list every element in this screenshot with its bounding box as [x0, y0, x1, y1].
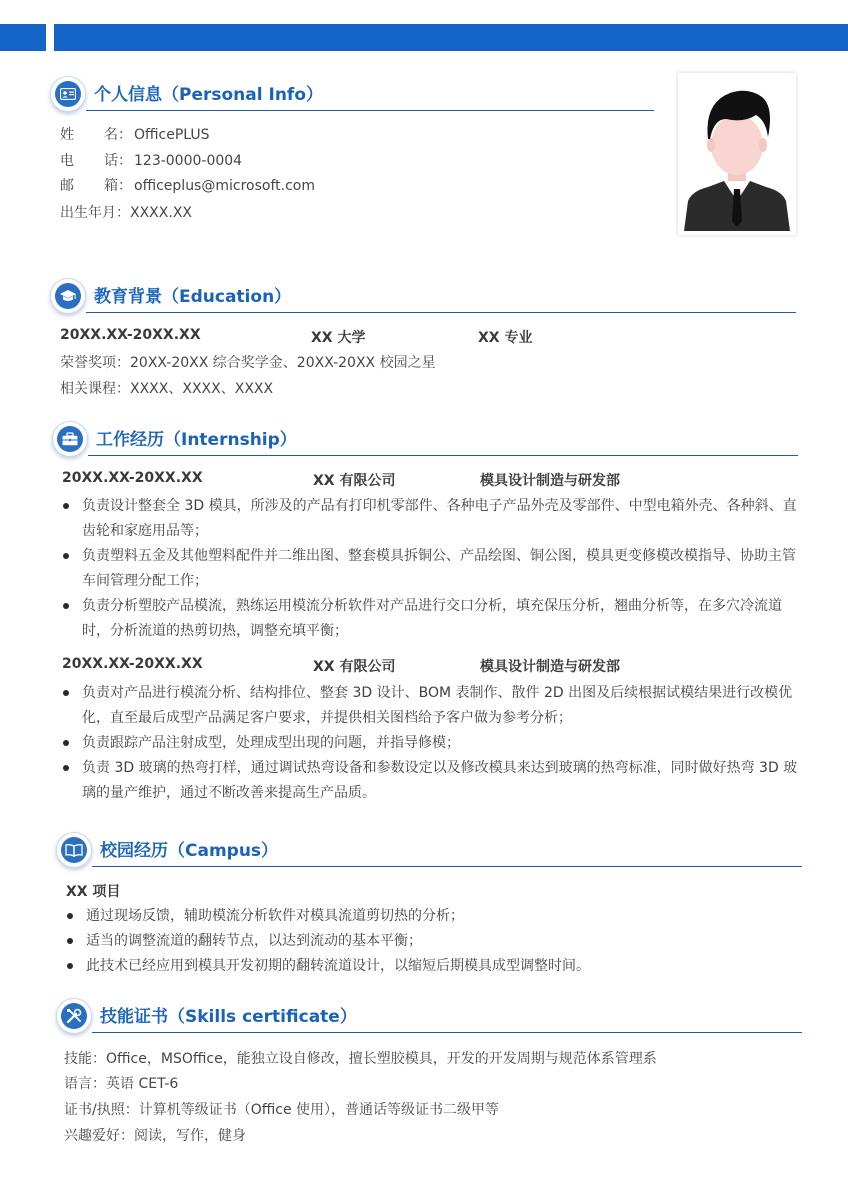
- name-value: OfficePLUS: [134, 127, 210, 143]
- phone-value: 123-0000-0004: [134, 153, 243, 169]
- section-header-skills: [56, 998, 802, 1038]
- skills-line: 技能：Office，MSOffice，能独立设自修改，擅长塑胶模具，开发的开发周期与规范体系管理系: [64, 1051, 657, 1067]
- list-item: 负责分析塑胶产品模流，熟练运用模流分析软件对产品进行交口分析，填充保压分析，翘曲分析等，在多穴冷流道时，分析流道的热剪切热，调整充填平衡；: [60, 594, 800, 644]
- email-label-b: 箱：: [104, 178, 132, 194]
- education-major: XX 专业: [478, 330, 533, 346]
- job-department: 模具设计制造与研发部: [480, 659, 620, 675]
- graduation-cap-icon: [50, 278, 86, 314]
- section-divider: [92, 1032, 802, 1033]
- section-header-education: [50, 278, 796, 318]
- courses-label: 相关课程：: [60, 381, 130, 397]
- courses-value: XXXX、XXXX、XXXX: [130, 381, 274, 397]
- section-header-internship: [52, 421, 798, 461]
- job-department: 模具设计制造与研发部: [480, 473, 620, 489]
- top-bar-accent-right: [54, 24, 848, 51]
- education-school: XX 大学: [311, 330, 366, 346]
- section-header-campus: [56, 832, 802, 872]
- name-label-b: 名：: [104, 127, 132, 143]
- courses-row: [60, 378, 273, 398]
- section-divider: [86, 312, 796, 313]
- profile-photo: [678, 73, 796, 235]
- birth-value: XXXX.XX: [130, 205, 192, 221]
- section-title: 技能证书（Skills certificate）: [100, 1007, 357, 1027]
- email-row: [60, 175, 315, 195]
- list-item: 负责对产品进行模流分析、结构排位、整套 3D 设计、BOM 表制作、散件 2D 出图及后续根据试模结果进行改模优化，直至最后成型产品满足客户要求，并提供相关图档给予客户做为参考分析；: [60, 681, 800, 731]
- list-item: 负责设计整套全 3D 模具，所涉及的产品有打印机零部件、各种电子产品外壳及零部件、中型电箱外壳、各种斜、直齿轮和家庭用品等；: [60, 494, 800, 544]
- section-title: 校园经历（Campus）: [100, 841, 279, 861]
- briefcase-icon: [52, 421, 88, 457]
- job-period: 20XX.XX-20XX.XX: [62, 656, 203, 672]
- section-divider: [86, 110, 654, 111]
- list-item: 负责 3D 玻璃的热弯打样，通过调试热弯设备和参数设定以及修改模具来达到玻璃的热弯标准，同时做好热弯 3D 玻璃的量产维护，通过不断改善来提高生产品质。: [60, 756, 800, 806]
- list-item: 负责塑料五金及其他塑料配件并二维出图、整套模具拆铜公、产品绘图、铜公图，模具更变修模改模指导、协助主管车间管理分配工作；: [60, 544, 800, 594]
- birth-label: 出生年月：: [60, 205, 130, 221]
- honors-label: 荣誉奖项：: [60, 355, 130, 371]
- birth-row: [60, 202, 192, 222]
- list-item: 此技术已经应用到模具开发初期的翻转流道设计，以缩短后期模具成型调整时间。: [64, 954, 800, 979]
- name-label-a: 姓: [60, 127, 74, 143]
- email-value[interactable]: officeplus@microsoft.com: [134, 178, 315, 194]
- tools-icon: [56, 998, 92, 1034]
- id-card-icon: [50, 76, 86, 112]
- section-divider: [92, 866, 802, 867]
- section-title: 个人信息（Personal Info）: [94, 85, 323, 105]
- phone-label-a: 电: [60, 153, 74, 169]
- avatar-illustration: [678, 73, 796, 235]
- honors-row: [60, 352, 436, 372]
- job-duties-list: [60, 494, 800, 644]
- section-title: 教育背景（Education）: [94, 287, 292, 307]
- campus-items-list: [64, 904, 800, 979]
- job-company: XX 有限公司: [313, 659, 396, 675]
- language-line: 语言：英语 CET-6: [64, 1076, 179, 1092]
- list-item: 负责跟踪产品注射成型，处理成型出现的问题，并指导修模；: [60, 731, 800, 756]
- list-item: 通过现场反馈，辅助模流分析软件对模具流道剪切热的分析；: [64, 904, 800, 929]
- section-divider: [88, 455, 798, 456]
- book-icon: [56, 832, 92, 868]
- job-period: 20XX.XX-20XX.XX: [62, 470, 203, 486]
- education-period: 20XX.XX-20XX.XX: [60, 327, 201, 343]
- list-item: 适当的调整流道的翻转节点，以达到流动的基本平衡；: [64, 929, 800, 954]
- hobbies-line: 兴趣爱好：阅读，写作，健身: [64, 1128, 246, 1144]
- section-header-personal-info: [50, 76, 654, 116]
- top-bar-accent-left: [0, 24, 46, 51]
- job-duties-list: [60, 681, 800, 806]
- honors-value: 20XX-20XX 综合奖学金、20XX-20XX 校园之星: [130, 355, 436, 371]
- section-title: 工作经历（Internship）: [96, 430, 297, 450]
- email-label-a: 邮: [60, 178, 74, 194]
- campus-project: XX 项目: [66, 884, 121, 900]
- certificates-line: 证书/执照：计算机等级证书（Office 使用），普通话等级证书二级甲等: [64, 1102, 500, 1118]
- phone-label-b: 话：: [104, 153, 132, 169]
- name-row: [60, 124, 210, 144]
- job-company: XX 有限公司: [313, 473, 396, 489]
- phone-row: [60, 150, 242, 170]
